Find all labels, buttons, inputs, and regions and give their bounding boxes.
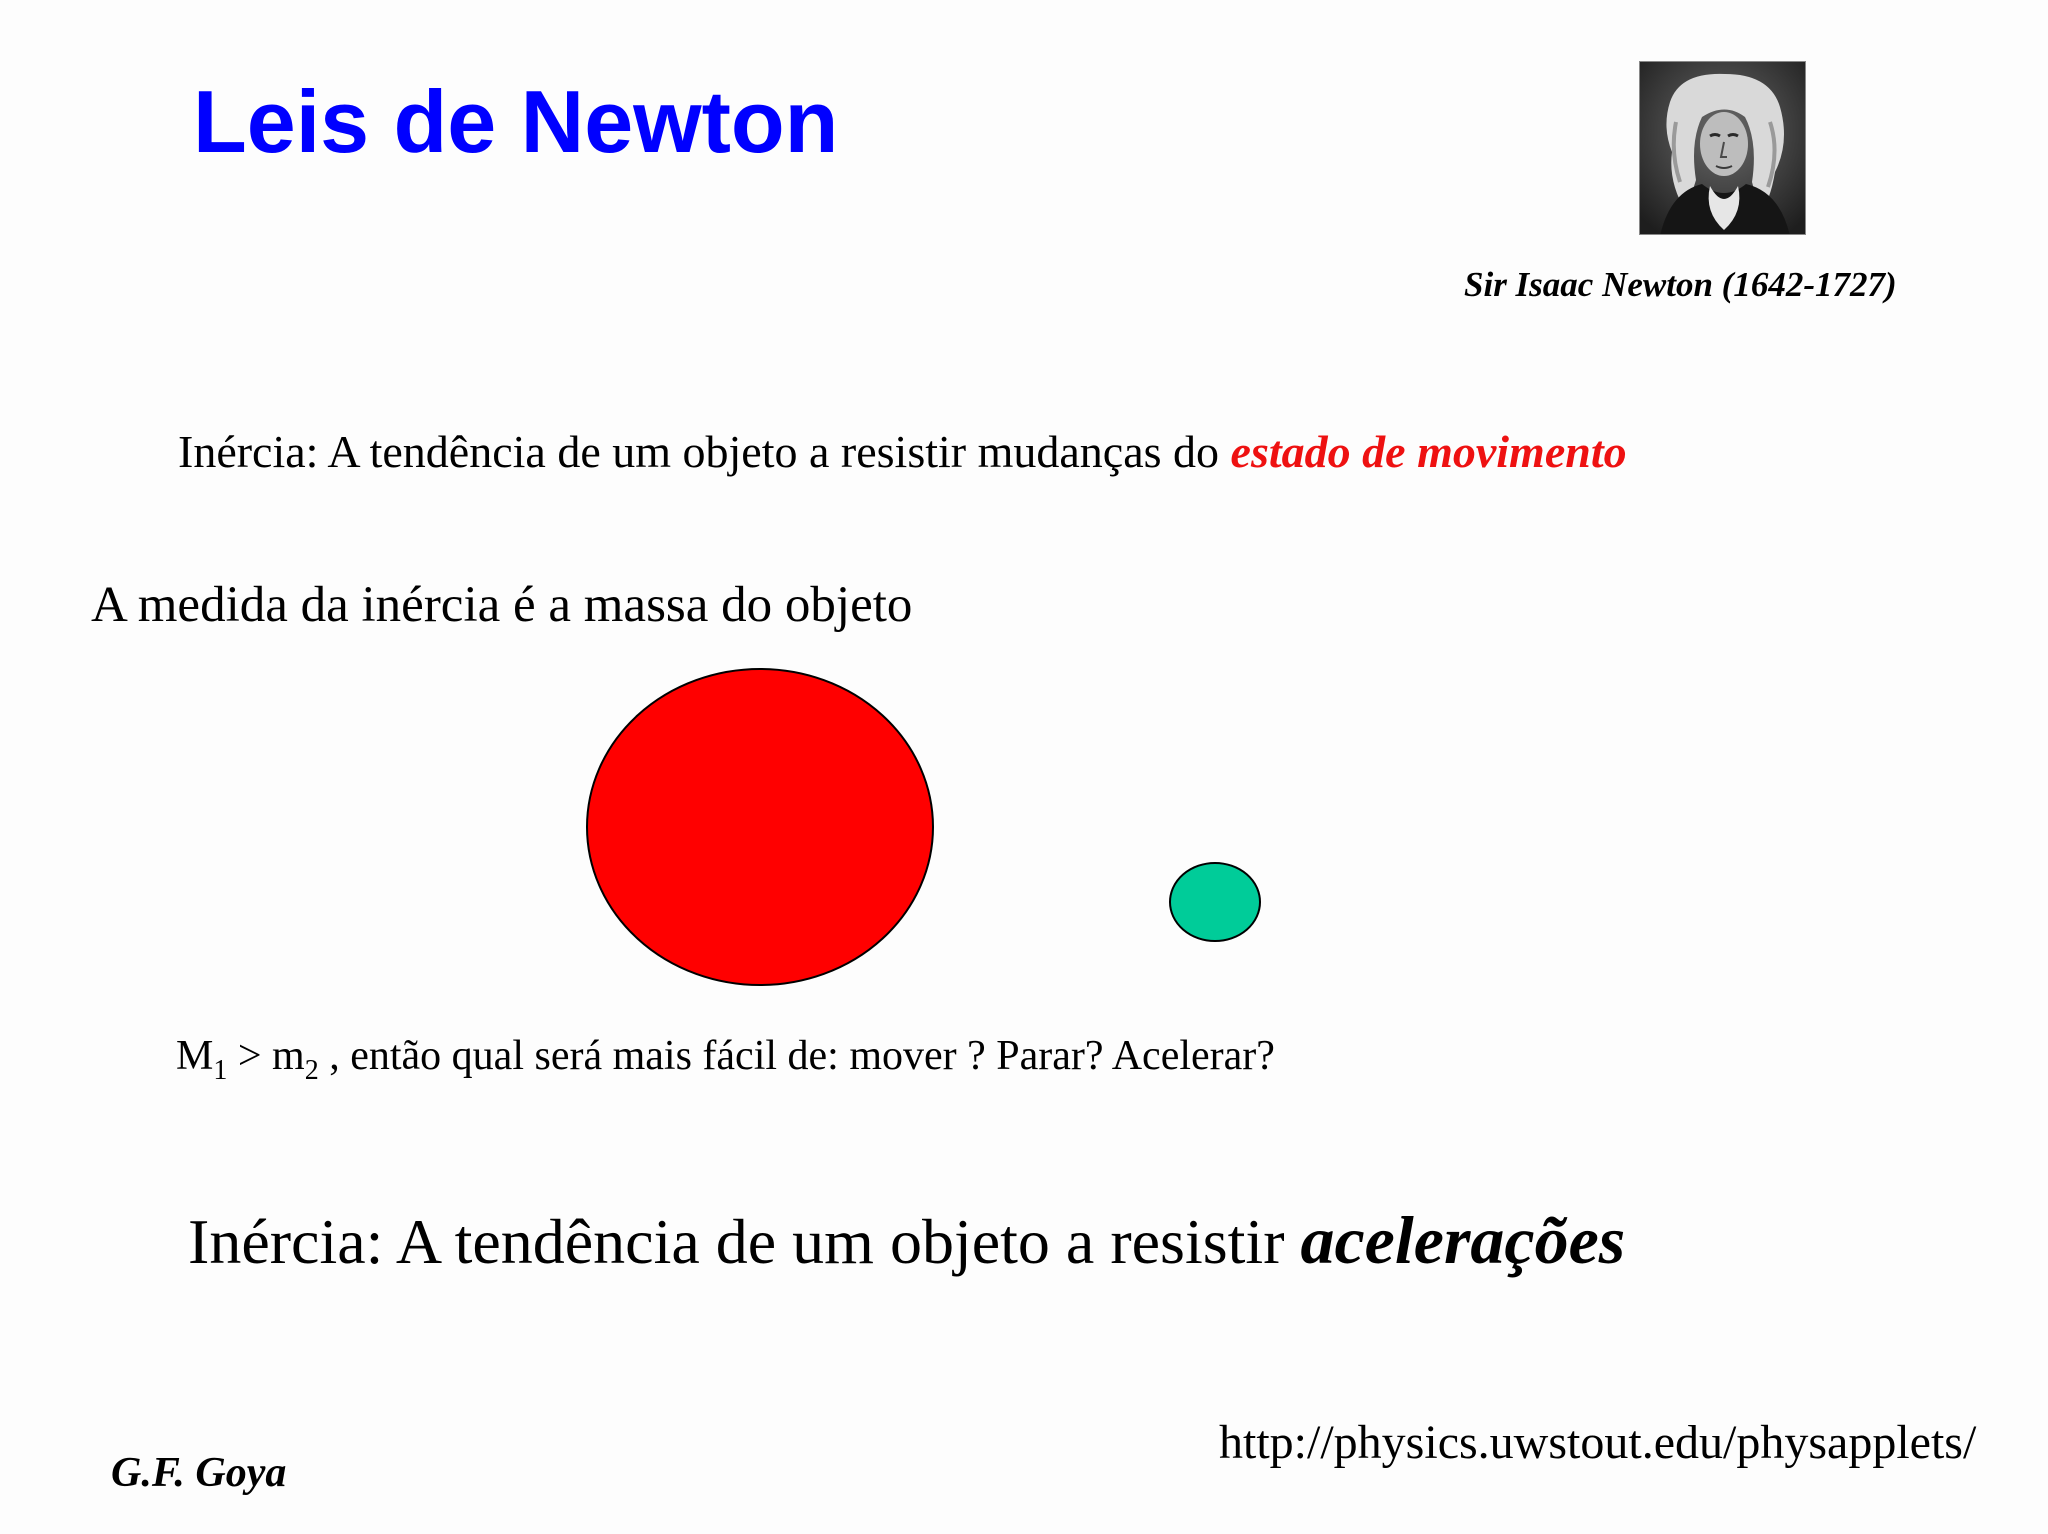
inertia-definition-1-emphasis: estado de movimento [1230, 426, 1627, 477]
mass-m2-subscript: 2 [304, 1055, 319, 1086]
inertia-definition-2 [188, 1200, 1625, 1282]
source-url-link[interactable]: http://physics.uwstout.edu/physapplets/ [1219, 1416, 1977, 1469]
inertia-definition-1-text: Inércia: A tendência de um objeto a resistir mudanças do [178, 426, 1231, 477]
portrait-caption: Sir Isaac Newton (1642-1727) [1464, 265, 1897, 304]
small-mass-circle [1170, 863, 1260, 941]
mass-comparison-question [176, 1031, 1275, 1088]
mass-m1-subscript: 1 [213, 1055, 228, 1086]
inertia-measure-text: A medida da inércia é a massa do objeto [91, 577, 913, 633]
mass-m1-symbol: M [176, 1033, 214, 1079]
mass-question-text: , então qual será mais fácil de: mover ? Parar? Acelerar? [318, 1033, 1275, 1079]
author-credit: G.F. Goya [111, 1450, 287, 1496]
large-mass-circle [587, 669, 933, 985]
inertia-definition-2-text: Inércia: A tendência de um objeto a resistir [188, 1206, 1301, 1277]
inertia-definition-2-emphasis: acelerações [1300, 1202, 1626, 1278]
mass-operator-text: > m [227, 1033, 305, 1079]
slide-title: Leis de Newton [193, 72, 839, 171]
